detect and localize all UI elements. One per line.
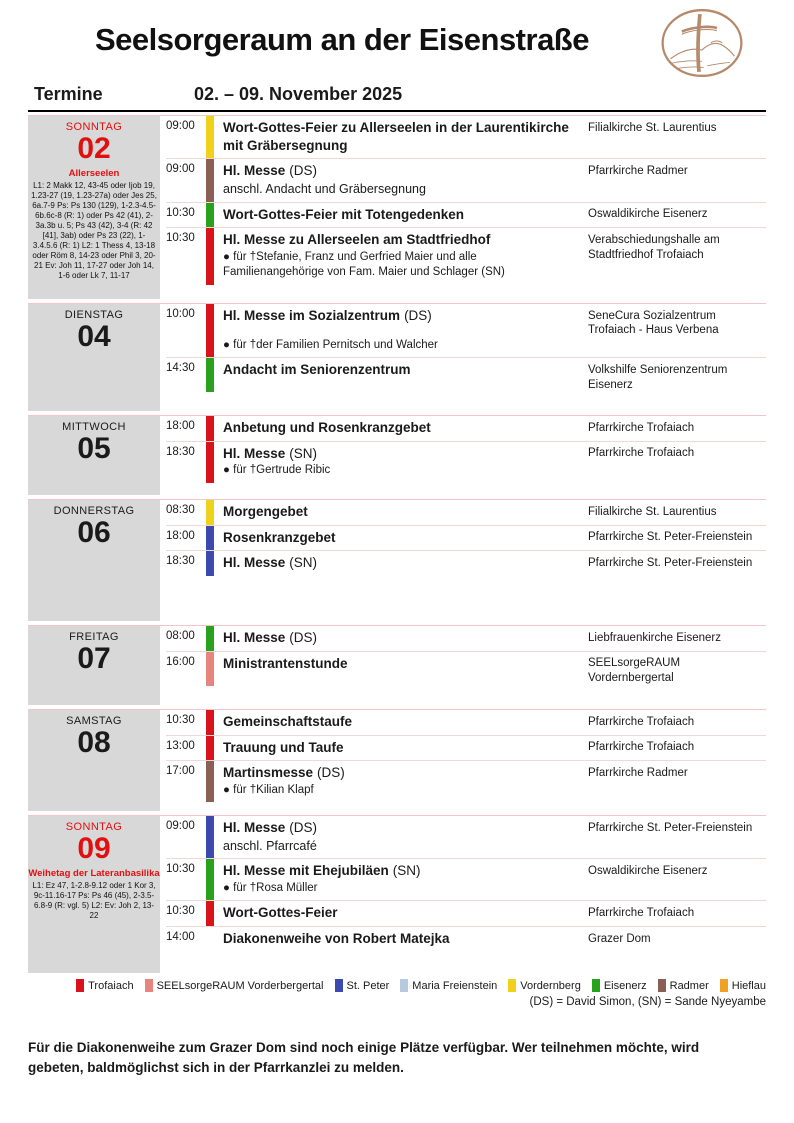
event-row — [166, 525, 766, 551]
legend — [28, 979, 766, 1008]
day-section-donnerstag-06 — [28, 499, 766, 621]
day-box — [28, 816, 160, 973]
event-location: Oswaldikirche Eisenerz — [588, 864, 708, 877]
event-title: Hl. Messe mit Ehejubiläen — [223, 863, 389, 879]
day-box — [28, 500, 160, 621]
event-time: 10:30 — [166, 206, 195, 219]
date-range: 02. – 09. November 2025 — [194, 84, 403, 104]
event-row — [166, 227, 766, 285]
event-color-bar — [206, 626, 214, 651]
event-color-bar — [206, 901, 214, 926]
day-name: SAMSTAG — [66, 715, 122, 727]
event-color-bar — [206, 551, 214, 576]
event-note: anschl. Pfarrcafé — [223, 838, 317, 853]
event-note: ● für †Rosa Müller — [223, 881, 318, 894]
event-note: ● für †Stefanie, Franz und Gerfried Maier und alle Familienangehörige von Fam. Maier und Schlager (SN) — [223, 250, 505, 279]
event-title: Diakonenweihe von Robert Matejka — [223, 931, 450, 947]
event-title: Morgengebet — [223, 504, 308, 519]
event-color-bar — [206, 358, 214, 392]
legend-label: Hieflau — [731, 979, 766, 992]
legend-item — [720, 979, 766, 992]
day-box — [28, 626, 160, 705]
event-note: ● für †der Familien Pernitsch und Walcher — [223, 338, 438, 351]
day-number: 09 — [77, 832, 111, 865]
event-row — [166, 651, 766, 686]
event-time: 08:00 — [166, 630, 195, 642]
event-color-bar — [206, 159, 214, 201]
event-note: ● für †Kilian Klapf — [223, 783, 314, 796]
color-chip — [592, 979, 600, 992]
day-name: MITTWOCH — [62, 421, 126, 433]
event-time: 18:00 — [166, 529, 195, 542]
event-location: Pfarrkirche St. Peter-Freienstein — [588, 531, 753, 544]
day-box — [28, 116, 160, 299]
event-time: 10:30 — [166, 905, 195, 918]
event-color-bar — [206, 710, 214, 735]
event-color-bar — [206, 416, 214, 441]
day-section-sonntag-09 — [28, 815, 766, 973]
event-time: 09:00 — [166, 163, 195, 176]
event-tag: (SN) — [289, 555, 318, 571]
readings-text: L1: Ez 47, 1-2.8-9.12 oder 1 Kor 3, 9c-11.16-17 Ps: Ps 46 (45), 2-3.5-6.8-9 (R: vgl. 5) L2: Ev: Joh 2, 13-22 — [32, 880, 156, 920]
day-section-mittwoch-05 — [28, 415, 766, 495]
event-color-bar — [206, 927, 214, 952]
event-time: 18:30 — [166, 445, 195, 458]
color-chip — [76, 979, 84, 992]
event-title: Martinsmesse — [223, 765, 314, 781]
event-location: Pfarrkirche St. Peter-Freienstein — [588, 556, 753, 569]
event-row — [166, 441, 766, 483]
events-column — [160, 416, 766, 495]
event-color-bar — [206, 304, 214, 357]
event-title: Hl. Messe im Sozialzentrum — [223, 308, 401, 323]
event-location: SeneCura Sozialzentrum Trofaiach - Haus Verbena — [588, 309, 719, 337]
day-section-freitag-07 — [28, 625, 766, 705]
event-tag: (SN) — [392, 863, 421, 879]
legend-label: Maria Freienstein — [412, 979, 498, 992]
event-color-bar — [206, 526, 214, 551]
event-color-bar — [206, 736, 214, 761]
events-column — [160, 500, 766, 621]
events-column — [160, 626, 766, 705]
event-color-bar — [206, 761, 214, 802]
event-title: Gemeinschaftstaufe — [223, 714, 353, 729]
event-color-bar — [206, 816, 214, 858]
event-title: Rosenkranzgebet — [223, 529, 336, 545]
event-title: Hl. Messe zu Allerseelen am Stadtfriedhof — [223, 232, 491, 248]
event-time: 10:30 — [166, 714, 195, 726]
event-note: ● für †Gertrude Ribic — [223, 464, 331, 477]
page-header — [28, 8, 766, 78]
event-row — [166, 116, 766, 158]
event-location: Pfarrkirche Trofaiach — [588, 741, 695, 754]
event-time: 10:30 — [166, 863, 195, 876]
event-time: 10:30 — [166, 232, 195, 245]
event-time: 17:00 — [166, 765, 195, 778]
day-name: FREITAG — [69, 631, 119, 643]
day-name: SONNTAG — [65, 121, 123, 133]
event-location: SEELsorgeRAUM Vordernbergertal — [588, 657, 681, 684]
event-location: Pfarrkirche Radmer — [588, 164, 688, 177]
color-chip — [335, 979, 343, 992]
initials-note: (DS) = David Simon, (SN) = Sande Nyeyambe — [529, 996, 766, 1008]
legend-item — [76, 979, 133, 992]
color-chip — [720, 979, 728, 992]
event-row — [166, 357, 766, 392]
event-row — [166, 710, 766, 735]
events-column — [160, 816, 766, 973]
event-color-bar — [206, 500, 214, 525]
event-row — [166, 158, 766, 201]
feast-label: Weihetag der Lateranbasilika — [28, 867, 160, 879]
legend-item — [145, 979, 324, 992]
event-location: Oswaldikirche Eisenerz — [588, 208, 708, 221]
event-title: Andacht im Seniorenzentrum — [223, 362, 411, 378]
event-row — [166, 760, 766, 802]
event-tag: (DS) — [289, 163, 318, 179]
event-row — [166, 304, 766, 357]
legend-label: Trofaiach — [88, 979, 134, 992]
day-number: 08 — [77, 726, 111, 759]
event-location: Verabschiedungshalle am Stadtfriedhof Trofaiach — [588, 233, 720, 261]
feast-label: Allerseelen — [68, 167, 120, 179]
legend-item — [508, 979, 581, 992]
event-time: 16:00 — [166, 655, 195, 668]
legend-row — [28, 979, 766, 992]
day-number: 05 — [77, 432, 111, 465]
legend-label: SEELsorgeRAUM Vorderbergertal — [156, 979, 324, 992]
event-title: Wort-Gottes-Feier mit Totengedenken — [223, 206, 465, 222]
event-title: Hl. Messe — [223, 163, 286, 179]
event-row — [166, 926, 766, 952]
event-time: 10:00 — [166, 308, 195, 320]
event-location: Liebfrauenkirche Eisenerz — [588, 631, 721, 644]
day-name: DONNERSTAG — [53, 505, 135, 517]
day-box — [28, 416, 160, 495]
day-number: 04 — [77, 320, 111, 353]
section-label: Termine — [34, 84, 103, 104]
event-color-bar — [206, 228, 214, 285]
schedule — [28, 115, 766, 973]
legend-label: Vordernberg — [520, 979, 581, 992]
color-chip — [145, 979, 153, 992]
announcement-text: Für die Diakonenweihe zum Grazer Dom sind noch einige Plätze verfügbar. Wer teilnehmen möchte, wird gebeten, baldmöglichst sich in der Pfarrkanzlei zu melden. — [28, 1040, 700, 1075]
event-row — [166, 900, 766, 926]
legend-label: St. Peter — [346, 979, 390, 992]
event-row — [166, 550, 766, 576]
event-tag: (DS) — [289, 820, 318, 835]
event-time: 18:30 — [166, 555, 195, 568]
event-time: 18:00 — [166, 420, 195, 432]
event-tag: (DS) — [317, 765, 345, 781]
event-location: Pfarrkirche Trofaiach — [588, 715, 695, 728]
event-title: Hl. Messe — [223, 445, 286, 461]
event-location: Pfarrkirche Trofaiach — [588, 421, 695, 434]
event-time: 13:00 — [166, 739, 195, 752]
event-location: Filialkirche St. Laurentius — [588, 121, 717, 134]
event-note: anschl. Andacht und Gräbersegnung — [223, 181, 426, 196]
event-title: Hl. Messe — [223, 820, 286, 835]
event-title: Trauung und Taufe — [223, 739, 344, 755]
event-color-bar — [206, 116, 214, 158]
day-section-samstag-08 — [28, 709, 766, 811]
legend-item — [335, 979, 390, 992]
day-section-dienstag-04 — [28, 303, 766, 411]
event-location: Pfarrkirche Trofaiach — [588, 906, 695, 919]
event-color-bar — [206, 652, 214, 686]
event-tag: (DS) — [404, 308, 432, 323]
event-row — [166, 816, 766, 858]
events-column — [160, 710, 766, 811]
day-number: 07 — [77, 642, 111, 675]
parish-cross-logo-icon — [656, 8, 748, 78]
event-row — [166, 500, 766, 525]
day-name: DIENSTAG — [64, 309, 124, 321]
legend-item — [658, 979, 709, 992]
event-time: 14:00 — [166, 931, 195, 944]
event-title: Hl. Messe — [223, 630, 286, 645]
event-tag: (SN) — [289, 445, 318, 461]
readings-text: L1: 2 Makk 12, 43-45 oder Ijob 19, 1.23-27 (19, 1.23-27a) oder Jes 25, 6a.7-9 Ps: Ps 130 (129), 1-2.3-4.5-6b.6c-8 (R: 1) oder Ps 42 (41), 2-3a.3b u. 5; Ps 43 (42), 3-4 (R: 42 [41], 3ab) oder Ps 23 (22), 1-3.4.5.6 (R: 1) L2: 1 Thess 4, 13-18 oder Röm 8, 14-23 oder Phil 3, 20-21 Ev: Joh 11, 17-27 oder Joh 14, 1-6 oder Lk 7, 11-17 — [31, 180, 157, 281]
day-box — [28, 304, 160, 411]
event-location: Volkshilfe Seniorenzentrum Eisenerz — [588, 363, 728, 391]
event-time: 14:30 — [166, 362, 195, 375]
legend-label: Eisenerz — [603, 979, 647, 992]
event-time: 08:30 — [166, 504, 195, 516]
legend-label: Radmer — [669, 979, 709, 992]
event-location: Pfarrkirche Trofaiach — [588, 447, 695, 460]
event-row — [166, 735, 766, 761]
event-row — [166, 626, 766, 651]
event-tag: (DS) — [289, 630, 318, 645]
day-box — [28, 710, 160, 811]
event-color-bar — [206, 859, 214, 900]
day-name: SONNTAG — [65, 821, 123, 833]
page-title: Seelsorgeraum an der Eisenstraße — [94, 22, 589, 57]
events-column — [160, 304, 766, 411]
legend-item — [592, 979, 647, 992]
event-title: Anbetung und Rosenkranzgebet — [223, 420, 431, 435]
day-number: 02 — [77, 132, 111, 165]
event-color-bar — [206, 203, 214, 228]
event-location: Grazer Dom — [588, 932, 651, 945]
event-row — [166, 416, 766, 441]
page-title-wrap — [28, 8, 656, 58]
day-number: 06 — [77, 516, 111, 549]
events-column — [160, 116, 766, 299]
event-row — [166, 858, 766, 900]
day-section-sonntag-02 — [28, 115, 766, 299]
event-row — [166, 202, 766, 228]
event-time: 09:00 — [166, 820, 195, 832]
color-chip — [658, 979, 666, 992]
event-color-bar — [206, 442, 214, 483]
color-chip — [400, 979, 408, 992]
color-chip — [508, 979, 516, 992]
event-time: 09:00 — [166, 120, 195, 132]
event-location: Filialkirche St. Laurentius — [588, 505, 717, 518]
legend-item — [400, 979, 497, 992]
event-title: Wort-Gottes-Feier — [223, 905, 338, 921]
termine-header-row — [28, 84, 766, 112]
event-location: Pfarrkirche Radmer — [588, 766, 688, 779]
event-title: Wort-Gottes-Feier zu Allerseelen in der Laurentikirche mit Gräbersegnung — [223, 120, 569, 153]
event-title: Ministrantenstunde — [223, 655, 348, 671]
event-title: Hl. Messe — [223, 555, 286, 571]
event-location: Pfarrkirche St. Peter-Freienstein — [588, 821, 753, 834]
